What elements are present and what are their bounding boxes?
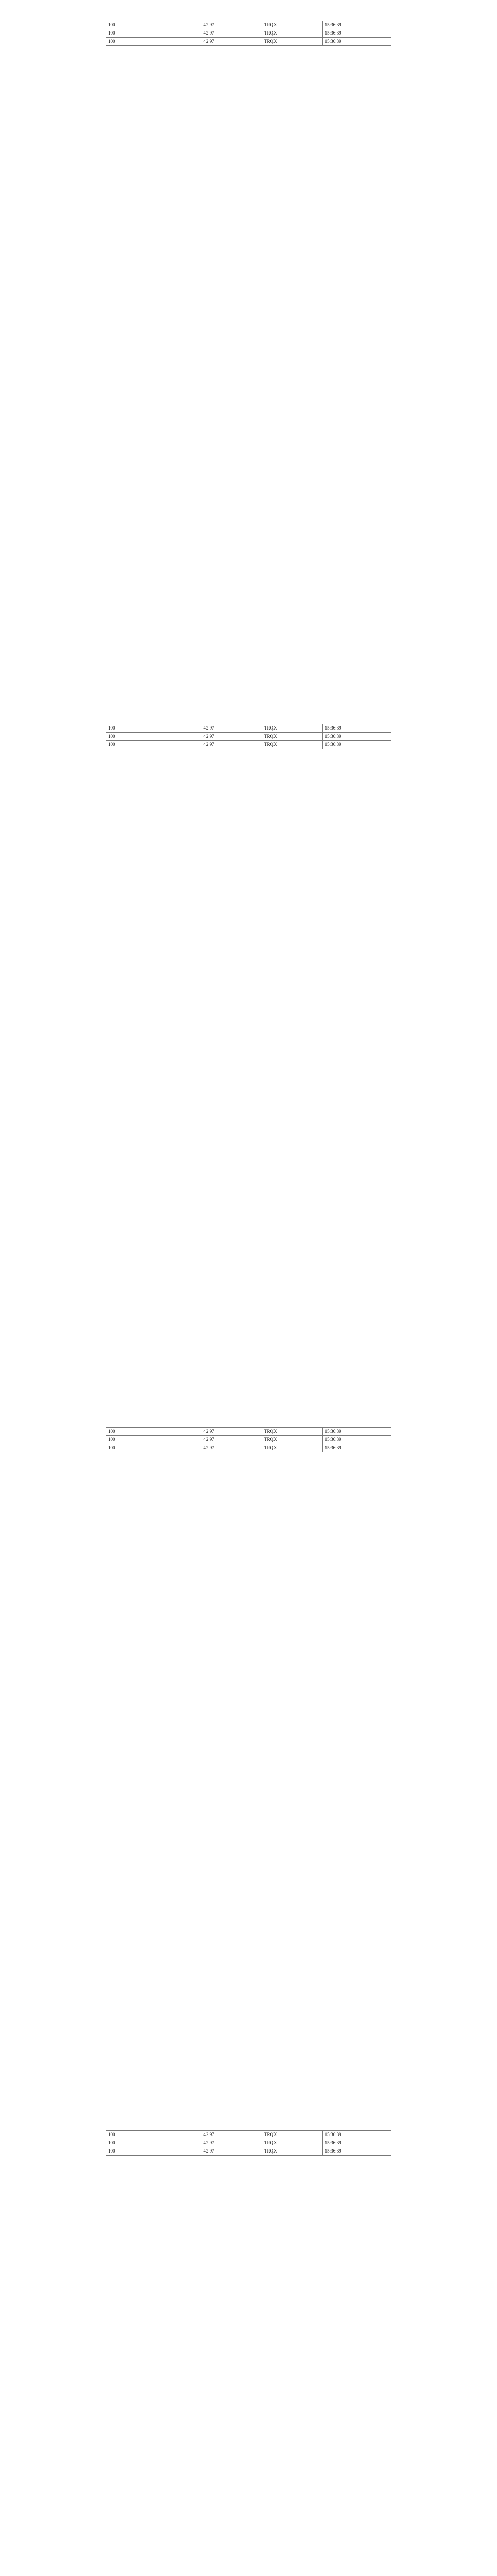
table-row: [106, 21, 391, 29]
trade-time-cell: 15:36:39: [322, 38, 391, 46]
table-row: [106, 2131, 391, 2139]
trade-venue-cell: TRQX: [262, 724, 322, 733]
trade-price-cell: 42.97: [201, 1444, 262, 1452]
document-page-2: [0, 703, 497, 1406]
trade-time-cell: 15:36:39: [322, 2147, 391, 2156]
trade-time-cell: 15:36:39: [322, 29, 391, 38]
table-row: [106, 2147, 391, 2156]
table-row: [106, 741, 391, 749]
document-page-4: [0, 2110, 497, 2576]
trade-venue-cell: TRQX: [262, 29, 322, 38]
table-row: [106, 2139, 391, 2147]
trade-volume-cell: 100: [106, 733, 201, 741]
trade-venue-cell: TRQX: [262, 21, 322, 29]
trade-venue-cell: TRQX: [262, 1428, 322, 1436]
trade-table: [106, 2130, 391, 2156]
trade-price-cell: 42.97: [201, 2147, 262, 2156]
trade-volume-cell: 100: [106, 2147, 201, 2156]
trade-table-body: [106, 2131, 391, 2156]
trade-time-cell: 15:36:39: [322, 1428, 391, 1436]
trade-time-cell: 15:36:39: [322, 2131, 391, 2139]
trade-volume-cell: 100: [106, 1428, 201, 1436]
trade-time-cell: 15:36:39: [322, 1444, 391, 1452]
trade-time-cell: 15:36:39: [322, 1436, 391, 1444]
table-row: [106, 724, 391, 733]
trade-volume-cell: 100: [106, 2139, 201, 2147]
document-page-1: [0, 0, 497, 703]
trade-price-cell: 42.97: [201, 724, 262, 733]
table-row: [106, 1444, 391, 1452]
table-row: [106, 38, 391, 46]
trade-volume-cell: 100: [106, 724, 201, 733]
table-row: [106, 1428, 391, 1436]
trade-volume-cell: 100: [106, 21, 201, 29]
trade-venue-cell: TRQX: [262, 2147, 322, 2156]
trade-table-body: [106, 1428, 391, 1452]
trade-price-cell: 42.97: [201, 38, 262, 46]
trade-venue-cell: TRQX: [262, 1436, 322, 1444]
trade-venue-cell: TRQX: [262, 741, 322, 749]
trade-venue-cell: TRQX: [262, 2139, 322, 2147]
trade-price-cell: 42.97: [201, 1436, 262, 1444]
trade-price-cell: 42.97: [201, 29, 262, 38]
trade-table-body: [106, 724, 391, 749]
table-row: [106, 29, 391, 38]
trade-venue-cell: TRQX: [262, 38, 322, 46]
trade-volume-cell: 100: [106, 2131, 201, 2139]
trade-venue-cell: TRQX: [262, 2131, 322, 2139]
trade-volume-cell: 100: [106, 1436, 201, 1444]
trade-venue-cell: TRQX: [262, 733, 322, 741]
trade-table: [106, 1427, 391, 1452]
trade-venue-cell: TRQX: [262, 1444, 322, 1452]
trade-table-body: [106, 21, 391, 46]
trade-price-cell: 42.97: [201, 2139, 262, 2147]
trade-time-cell: 15:36:39: [322, 733, 391, 741]
trade-price-cell: 42.97: [201, 21, 262, 29]
table-row: [106, 1436, 391, 1444]
trade-price-cell: 42.97: [201, 741, 262, 749]
trade-price-cell: 42.97: [201, 1428, 262, 1436]
trade-time-cell: 15:36:39: [322, 21, 391, 29]
trade-table: [106, 724, 391, 749]
trade-volume-cell: 100: [106, 741, 201, 749]
trade-time-cell: 15:36:39: [322, 741, 391, 749]
trade-time-cell: 15:36:39: [322, 724, 391, 733]
document-page-3: [0, 1406, 497, 2110]
trade-price-cell: 42.97: [201, 2131, 262, 2139]
trade-price-cell: 42.97: [201, 733, 262, 741]
trade-volume-cell: 100: [106, 38, 201, 46]
trade-table: [106, 21, 391, 46]
trade-volume-cell: 100: [106, 1444, 201, 1452]
trade-time-cell: 15:36:39: [322, 2139, 391, 2147]
trade-volume-cell: 100: [106, 29, 201, 38]
table-row: [106, 733, 391, 741]
